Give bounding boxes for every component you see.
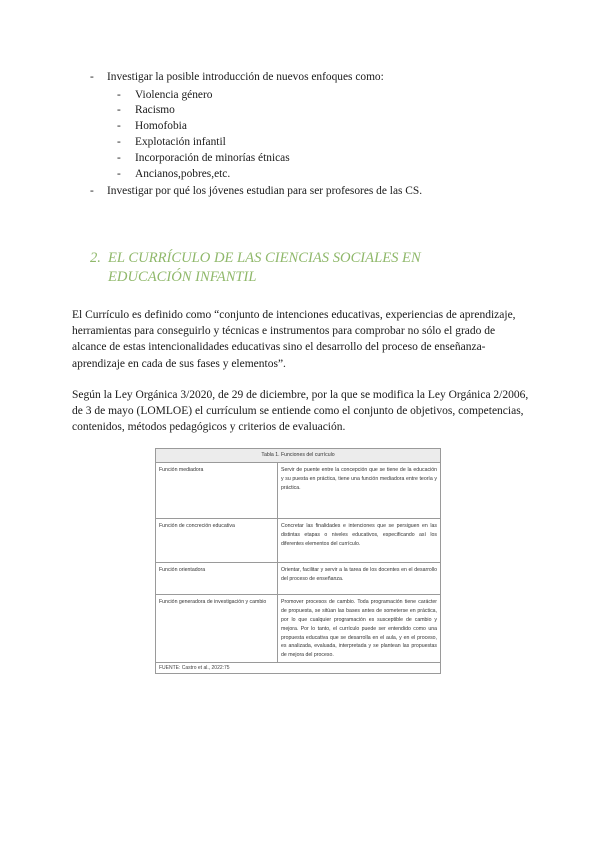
sub-list-item [117, 151, 550, 167]
table-row [156, 518, 441, 562]
list-bullet: - [117, 135, 121, 148]
table-cell-description: Servir de puente entre la concepción que se tiene de la educación y su puesta en práctica, tiene una función mediadora entre teoría y práctica. [278, 462, 441, 518]
list-item [90, 184, 550, 200]
table-cell-function: Función orientadora [156, 562, 278, 594]
list-bullet: - [117, 120, 121, 133]
list-bullet: - [117, 104, 121, 117]
section-number: 2. [90, 250, 101, 266]
section-heading [90, 249, 490, 287]
table-row [156, 562, 441, 594]
sub-list-item [117, 167, 550, 183]
paragraph-curriculum-definition: El Currículo es definido como “conjunto de intenciones educativas, experiencias de aprendizaje, herramientas para conseguirlo y técnicas e instrumentos para comprobar no sólo el grado de alcance de estas intencionalidades educativas sino el desarrollo del proceso de enseñanza-aprendizaje en cada de sus fases y elementos”. [72, 309, 516, 370]
list-item [90, 70, 550, 86]
table-header-row [156, 449, 441, 463]
sub-item-text: Violencia género [135, 88, 213, 101]
table-cell-description: Orientar, facilitar y servir a la tarea de los docentes en el desarrollo del proceso de enseñanza. [278, 562, 441, 594]
table-cell-function: Función mediadora [156, 462, 278, 518]
table-cell-description: Promover procesos de cambio. Toda programación tiene carácter de propuesta, se sitúan las bases antes de someterse en práctica, por lo que cualquier programación es susceptible de cambio y mejora. Por lo tanto, el currículo puede ser entendido como una propuesta educativa que se desarrolla en el aula, y en el proceso, es analizada, evaluada, interpretada y se plantean las propuestas de mejora del proceso. [278, 594, 441, 662]
heading-line-2: EDUCACIÓN INFANTIL [108, 269, 257, 285]
sub-list-item [117, 103, 550, 119]
sub-list-item [117, 119, 550, 135]
table-cell-function: Función de concreción educativa [156, 518, 278, 562]
sub-list [117, 88, 550, 183]
list-bullet: - [90, 71, 94, 83]
table-row [156, 594, 441, 662]
table [155, 448, 441, 663]
list-bullet: - [117, 167, 121, 180]
list-bullet: - [117, 151, 121, 164]
sub-item-text: Ancianos,pobres,etc. [135, 167, 231, 180]
list-bullet: - [117, 88, 121, 101]
table-cell-description: Concretar las finalidades e intenciones que se persiguen en las distintas etapas o niveles educativos, especificando así los diferentes elementos del currículo. [278, 518, 441, 562]
functions-table [155, 448, 441, 674]
sub-item-text: Explotación infantil [135, 135, 226, 148]
sub-list-item [117, 135, 550, 151]
table-title: Tabla 1. Funciones del currículo [156, 449, 441, 463]
sub-item-text: Incorporación de minorías étnicas [135, 151, 290, 164]
bullet-list [90, 70, 550, 200]
list-bullet: - [90, 185, 94, 198]
paragraph-lomloe: Según la Ley Orgánica 3/2020, de 29 de diciembre, por la que se modifica la Ley Orgánica 2/2006, de 3 de mayo (LOMLOE) el currículum se entiende como el conjunto de objetivos, competencias, contenidos, métodos pedagógicos y criterios de evaluación. [72, 389, 529, 434]
sub-list-item [117, 88, 550, 104]
heading-line-1: EL CURRÍCULO DE LAS CIENCIAS SOCIALES EN [108, 250, 421, 266]
list-item-text: Investigar por qué los jóvenes estudian para ser profesores de las CS. [107, 185, 423, 198]
table-cell-function: Función generadora de investigación y cambio [156, 594, 278, 662]
list-item-text: Investigar la posible introducción de nuevos enfoques como: [107, 71, 384, 83]
sub-item-text: Homofobia [135, 120, 187, 133]
table-row [156, 462, 441, 518]
table-source: FUENTE: Castro et al., 2022:75 [155, 663, 441, 674]
sub-item-text: Racismo [135, 104, 175, 117]
